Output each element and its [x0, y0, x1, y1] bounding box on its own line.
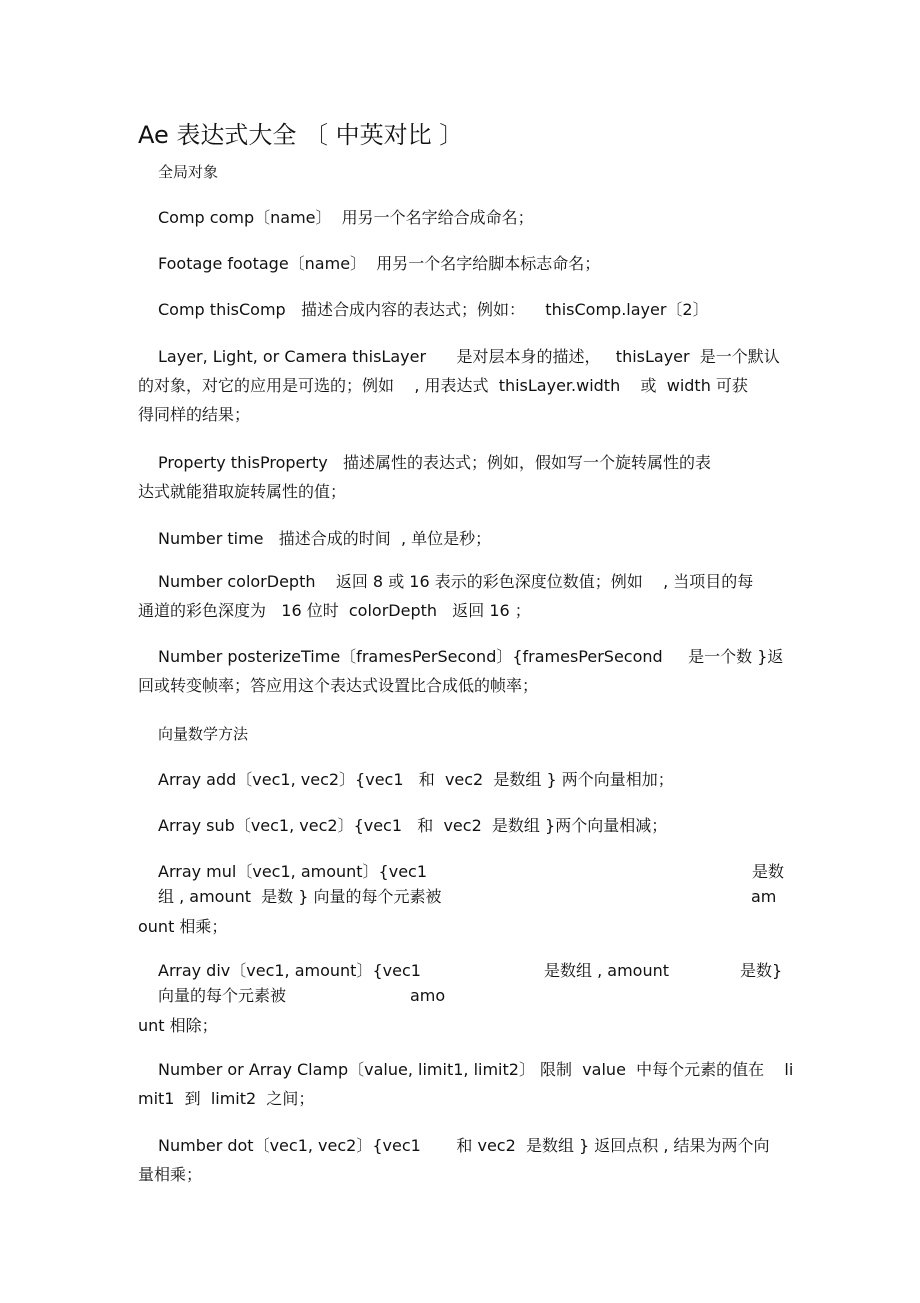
section-heading-vector: 向量数学方法	[158, 725, 249, 743]
entry-div-line2-b: amo	[410, 986, 446, 1005]
entry-div-line1-a: Array div〔vec1, amount〕{vec1	[158, 961, 421, 980]
entry-comp: Comp comp〔name〕 用另一个名字给合成命名；	[158, 208, 534, 227]
entry-time: Number time 描述合成的时间 , 单位是秒；	[158, 529, 492, 548]
entry-mul-line2-a: 组 , amount 是数 } 向量的每个元素被	[158, 887, 442, 906]
entry-posterizetime-line2: 回或转变帧率；答应用这个表达式设置比合成低的帧率；	[138, 676, 539, 695]
entry-dot-line1: Number dot〔vec1, vec2〕{vec1 和 vec2 是数组 } 返回点积 , 结果为两个向	[158, 1136, 770, 1155]
entry-mul-line2-b: am	[751, 887, 777, 906]
entry-mul-line1-a: Array mul〔vec1, amount〕{vec1	[158, 862, 428, 881]
page-title: Ae 表达式大全 〔 中英对比 〕	[138, 121, 464, 149]
entry-colordepth-line2: 通道的彩色深度为 16 位时 colorDepth 返回 16 ；	[138, 601, 531, 620]
entry-div-line2-a: 向量的每个元素被	[158, 986, 287, 1005]
entry-div-line3: unt 相除；	[138, 1016, 218, 1035]
entry-footage: Footage footage〔name〕 用另一个名字给脚本标志命名；	[158, 254, 601, 273]
entry-posterizetime-line1: Number posterizeTime〔framesPerSecond〕{framesPerSecond 是一个数 }返	[158, 647, 784, 666]
entry-thislayer-line2: 的对象，对它的应用是可选的；例如 , 用表达式 thisLayer.width 或 width 可获	[138, 376, 748, 395]
entry-thislayer-line1: Layer, Light, or Camera thisLayer 是对层本身的描述， thisLayer 是一个默认	[158, 347, 780, 366]
entry-mul-line3: ount 相乘；	[138, 917, 228, 936]
entry-thisproperty-line1: Property thisProperty 描述属性的表达式；例如，假如写一个旋转属性的表	[158, 453, 711, 472]
section-heading-global: 全局对象	[158, 163, 219, 181]
entry-clamp-line1: Number or Array Clamp〔value, limit1, limit2〕 限制 value 中每个元素的值在 li	[158, 1060, 794, 1079]
entry-thiscomp: Comp thisComp 描述合成内容的表达式；例如： thisComp.layer〔2〕	[158, 300, 709, 319]
entry-thisproperty-line2: 达式就能猎取旋转属性的值；	[138, 482, 347, 501]
entry-colordepth-line1: Number colorDepth 返回 8 或 16 表示的彩色深度位数值；例如 , 当项目的每	[158, 572, 754, 591]
entry-add: Array add〔vec1, vec2〕{vec1 和 vec2 是数组 } 两个向量相加；	[158, 770, 674, 789]
entry-clamp-line2: mit1 到 limit2 之间；	[138, 1089, 315, 1108]
entry-dot-line2: 量相乘；	[138, 1165, 203, 1184]
entry-sub: Array sub〔vec1, vec2〕{vec1 和 vec2 是数组 }两个向量相减；	[158, 816, 668, 835]
entry-div-line1-c: 是数}	[740, 961, 783, 980]
entry-thislayer-line3: 得同样的结果；	[138, 405, 251, 424]
entry-mul-line1-b: 是数	[752, 862, 785, 881]
entry-div-line1-b: 是数组 , amount	[544, 961, 669, 980]
